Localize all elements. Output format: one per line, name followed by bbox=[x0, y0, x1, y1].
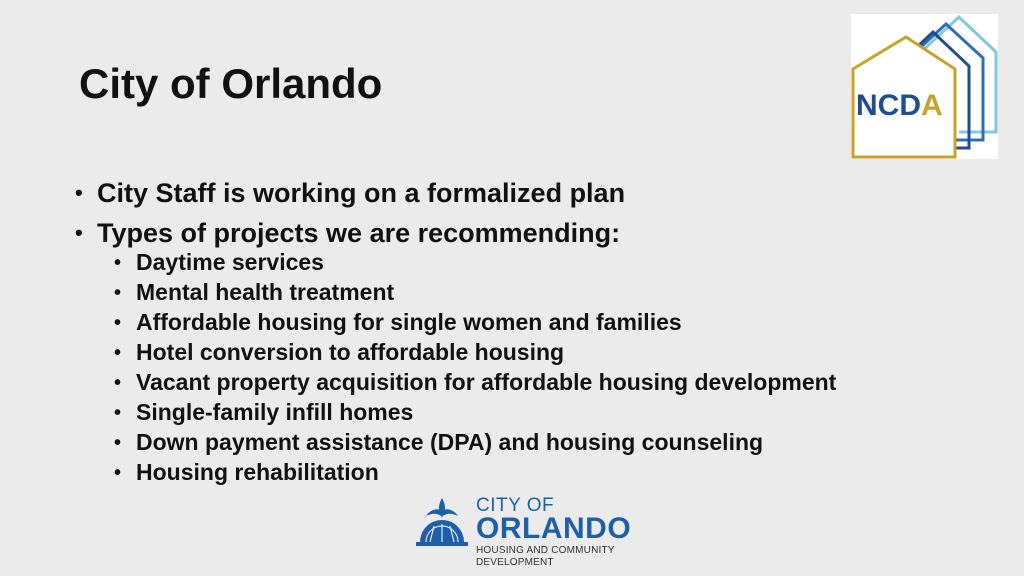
sub-bullet-text: Affordable housing for single women and families bbox=[136, 309, 682, 335]
ncda-logo bbox=[851, 14, 998, 159]
ncda-houses-icon bbox=[851, 14, 998, 159]
bullet-glyph: • bbox=[114, 432, 122, 454]
sub-bullet-text: Mental health treatment bbox=[136, 279, 395, 305]
sub-bullet-item bbox=[114, 367, 836, 397]
sub-bullet-text: Daytime services bbox=[136, 249, 324, 275]
main-bullet-list bbox=[75, 173, 975, 253]
sub-bullet-item bbox=[114, 427, 836, 457]
sub-bullet-item bbox=[114, 307, 836, 337]
orlando-logo-line3: HOUSING AND COMMUNITY bbox=[476, 545, 615, 556]
sub-bullet-item bbox=[114, 337, 836, 367]
sub-bullet-item bbox=[114, 457, 836, 487]
bullet-glyph: • bbox=[75, 220, 83, 245]
sub-bullet-text: Housing rehabilitation bbox=[136, 459, 379, 485]
bullet-glyph: • bbox=[75, 180, 83, 205]
bullet-glyph: • bbox=[114, 462, 122, 484]
sub-bullet-text: Hotel conversion to affordable housing bbox=[136, 339, 565, 365]
sub-bullet-list bbox=[114, 247, 836, 487]
sub-bullet-text: Down payment assistance (DPA) and housing counseling bbox=[136, 429, 764, 455]
bullet-glyph: • bbox=[114, 342, 122, 364]
bullet-glyph: • bbox=[114, 312, 122, 334]
bullet-glyph: • bbox=[114, 252, 122, 274]
orlando-logo-line4: DEVELOPMENT bbox=[476, 557, 554, 568]
bullet-text: Types of projects we are recommending: bbox=[97, 218, 621, 248]
bullet-item bbox=[75, 173, 975, 213]
sub-bullet-item bbox=[114, 397, 836, 427]
bullet-glyph: • bbox=[114, 372, 122, 394]
sub-bullet-item bbox=[114, 277, 836, 307]
bullet-text: City Staff is working on a formalized plan bbox=[97, 178, 626, 208]
ncda-logo-text: NCDA bbox=[856, 89, 943, 122]
orlando-logo-line1: CITY OF bbox=[476, 495, 555, 516]
sub-bullet-text: Single-family infill homes bbox=[136, 399, 414, 425]
sub-bullet-item bbox=[114, 247, 836, 277]
bullet-glyph: • bbox=[114, 282, 122, 304]
bullet-glyph: • bbox=[114, 402, 122, 424]
slide-title: City of Orlando bbox=[79, 60, 383, 107]
dome-icon bbox=[412, 496, 472, 548]
city-of-orlando-logo bbox=[412, 494, 637, 570]
orlando-logo-line2: ORLANDO bbox=[476, 512, 632, 545]
sub-bullet-text: Vacant property acquisition for affordable housing development bbox=[136, 369, 837, 395]
